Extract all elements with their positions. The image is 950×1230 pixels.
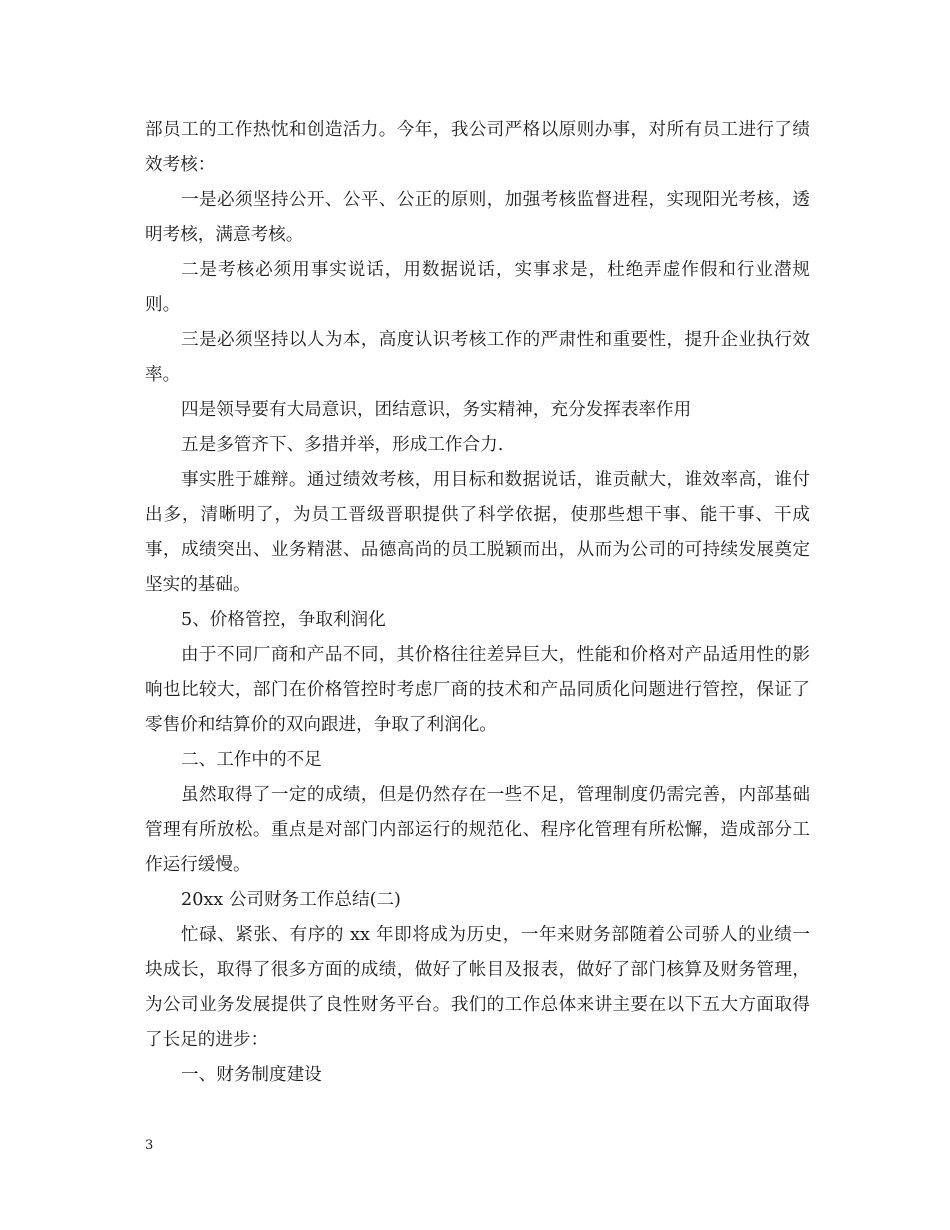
- paragraph: 事实胜于雄辩。通过绩效考核，用目标和数据说话，谁贡献大，谁效率高，谁付出多，清晰明了，为员工晋级晋职提供了科学依据，使那些想干事、能干事、干成事，成绩突出、业务精湛、品德高尚的员工脱颖而出，从而为公司的可持续发展奠定坚实的基础。: [145, 470, 810, 595]
- section-heading: 二、工作中的不足: [181, 750, 322, 770]
- paragraph: 一是必须坚持公开、公平、公正的原则，加强考核监督进程，实现阳光考核，透明考核，满意考核。: [145, 190, 810, 245]
- paragraph: 由于不同厂商和产品不同，其价格往往差异巨大，性能和价格对产品适用性的影响也比较大，部门在价格管控时考虑厂商的技术和产品同质化问题进行管控，保证了零售价和结算价的双向跟进，争取了利润化。: [145, 645, 810, 735]
- document-body: [145, 113, 810, 1093]
- page-number: 3: [145, 1138, 154, 1153]
- document-title: 20xx 公司财务工作总结(二): [181, 890, 401, 910]
- section-heading: 5、价格管控，争取利润化: [181, 610, 386, 630]
- paragraph: 二是考核必须用事实说话，用数据说话，实事求是，杜绝弄虚作假和行业潜规则。: [145, 260, 810, 315]
- paragraph: 忙碌、紧张、有序的 xx 年即将成为历史，一年来财务部随着公司骄人的业绩一块成长，取得了很多方面的成绩，做好了帐目及报表，做好了部门核算及财务管理，为公司业务发展提供了良性财务平台。我们的工作总体来讲主要在以下五大方面取得了长足的进步：: [145, 925, 810, 1050]
- paragraph: 三是必须坚持以人为本，高度认识考核工作的严肃性和重要性，提升企业执行效率。: [145, 330, 810, 385]
- section-heading: 一、财务制度建设: [181, 1065, 322, 1085]
- paragraph: 虽然取得了一定的成绩，但是仍然存在一些不足，管理制度仍需完善，内部基础管理有所放松。重点是对部门内部运行的规范化、程序化管理有所松懈，造成部分工作运行缓慢。: [145, 785, 810, 875]
- paragraph: 四是领导要有大局意识，团结意识，务实精神，充分发挥表率作用: [181, 400, 692, 420]
- paragraph: 部员工的工作热忱和创造活力。今年，我公司严格以原则办事，对所有员工进行了绩效考核：: [145, 120, 810, 175]
- paragraph: 五是多管齐下、多措并举，形成工作合力.: [181, 435, 504, 455]
